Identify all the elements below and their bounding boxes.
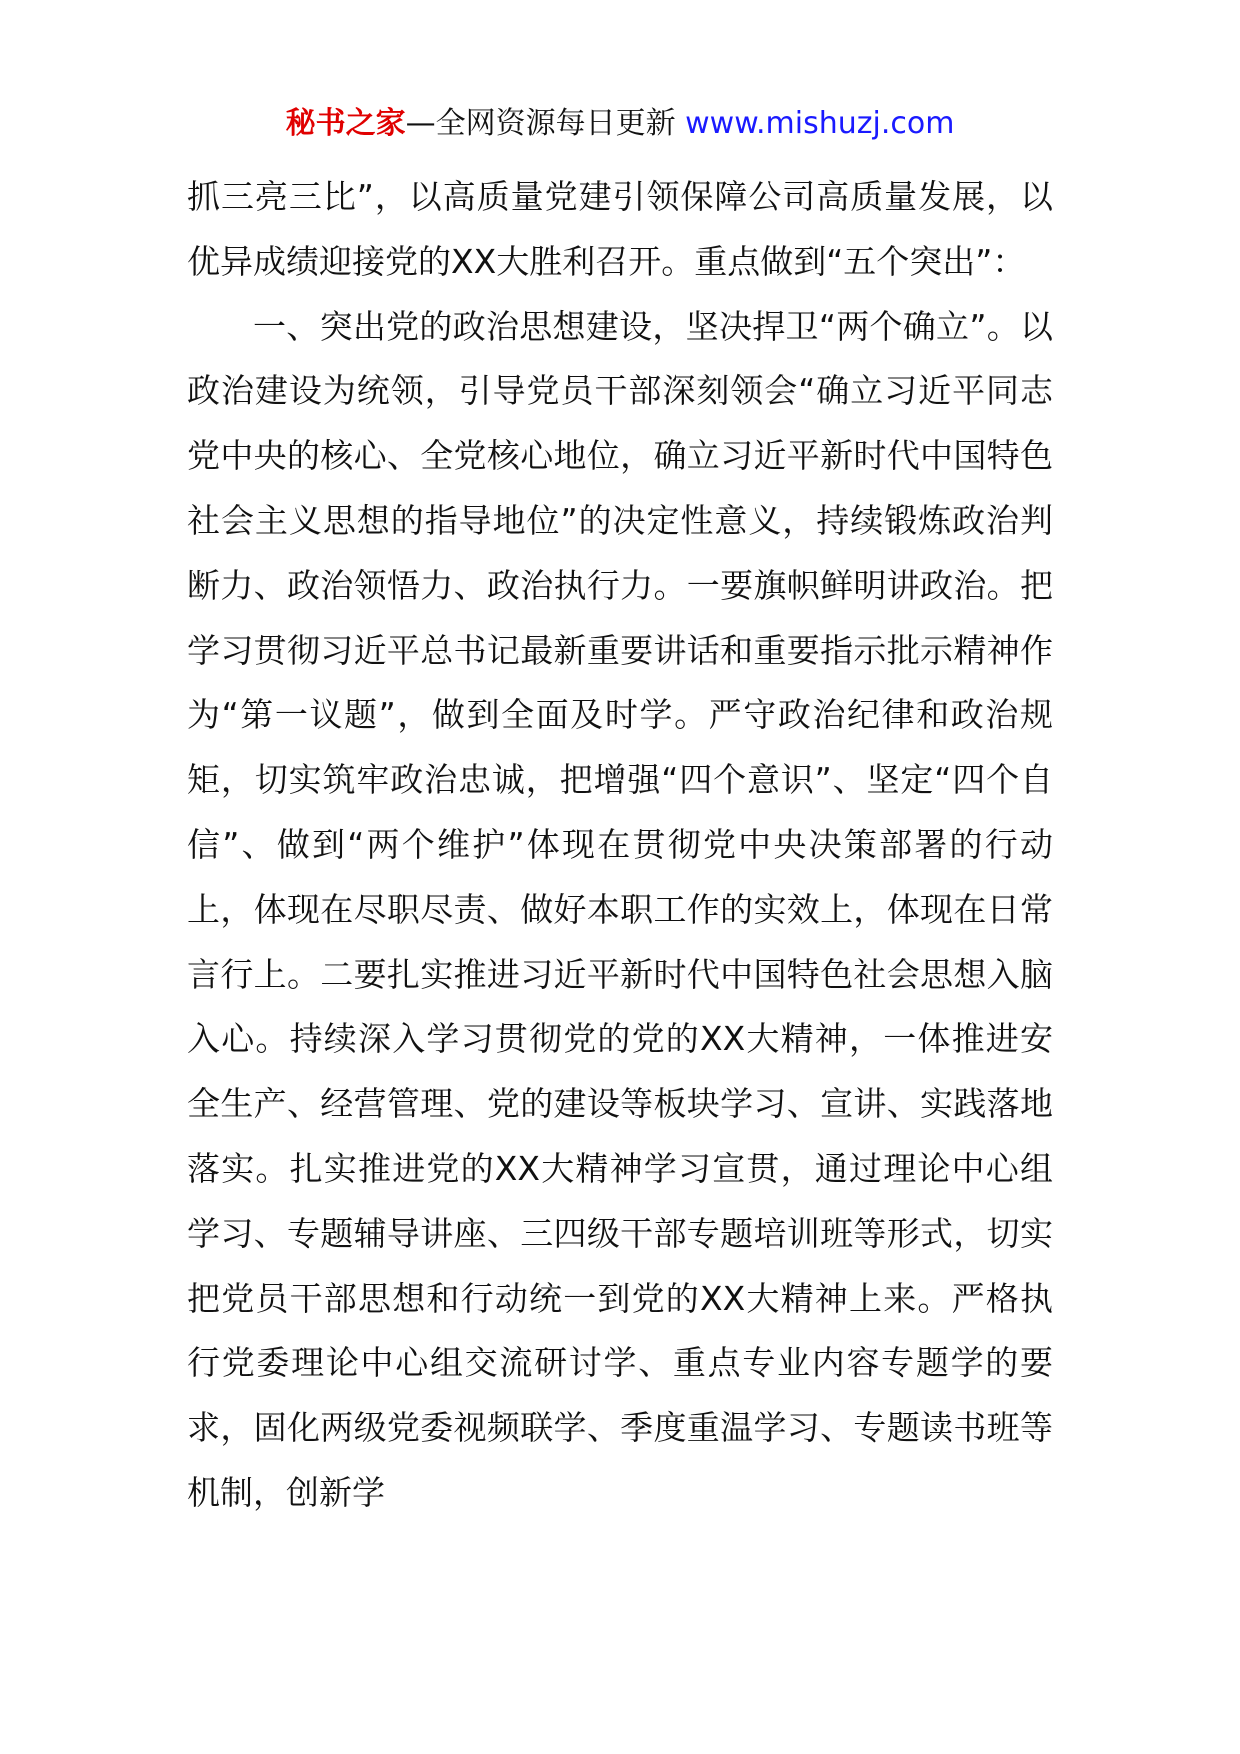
site-tagline: —全网资源每日更新 [405, 106, 676, 141]
paragraph-continued: 抓三亮三比”，以高质量党建引领保障公司高质量发展，以优异成绩迎接党的XX大胜利召开。重点做到“五个突出”： [187, 177, 1053, 281]
site-url-link[interactable]: www.mishuzj.com [685, 106, 955, 141]
document-body [187, 165, 1053, 1526]
paragraph-section-one: 一、突出党的政治思想建设，坚决捍卫“两个确立”。以政治建设为统领，引导党员干部深刻领会“确立习近平同志党中央的核心、全党核心地位，确立习近平新时代中国特色社会主义思想的指导地位”的决定性意义，持续锻炼政治判断力、政治领悟力、政治执行力。一要旗帜鲜明讲政治。把学习贯彻习近平总书记最新重要讲话和重要指示批示精神作为“第一议题”，做到全面及时学。严守政治纪律和政治规矩，切实筑牢政治忠诚，把增强“四个意识”、坚定“四个自信”、做到“两个维护”体现在贯彻党中央决策部署的行动上，体现在尽职尽责、做好本职工作的实效上，体现在日常言行上。二要扎实推进习近平新时代中国特色社会思想入脑入心。持续深入学习贯彻党的党的XX大精神，一体推进安全生产、经营管理、党的建设等板块学习、宣讲、实践落地落实。扎实推进党的XX大精神学习宣贯，通过理论中心组学习、专题辅导讲座、三四级干部专题培训班等形式，切实把党员干部思想和行动统一到党的XX大精神上来。严格执行党委理论中心组交流研讨学、重点专业内容专题学的要求，固化两级党委视频联学、季度重温学习、专题读书班等机制，创新学 [187, 306, 1053, 1512]
site-brand: 秘书之家 [285, 106, 406, 141]
site-header [0, 100, 1240, 148]
